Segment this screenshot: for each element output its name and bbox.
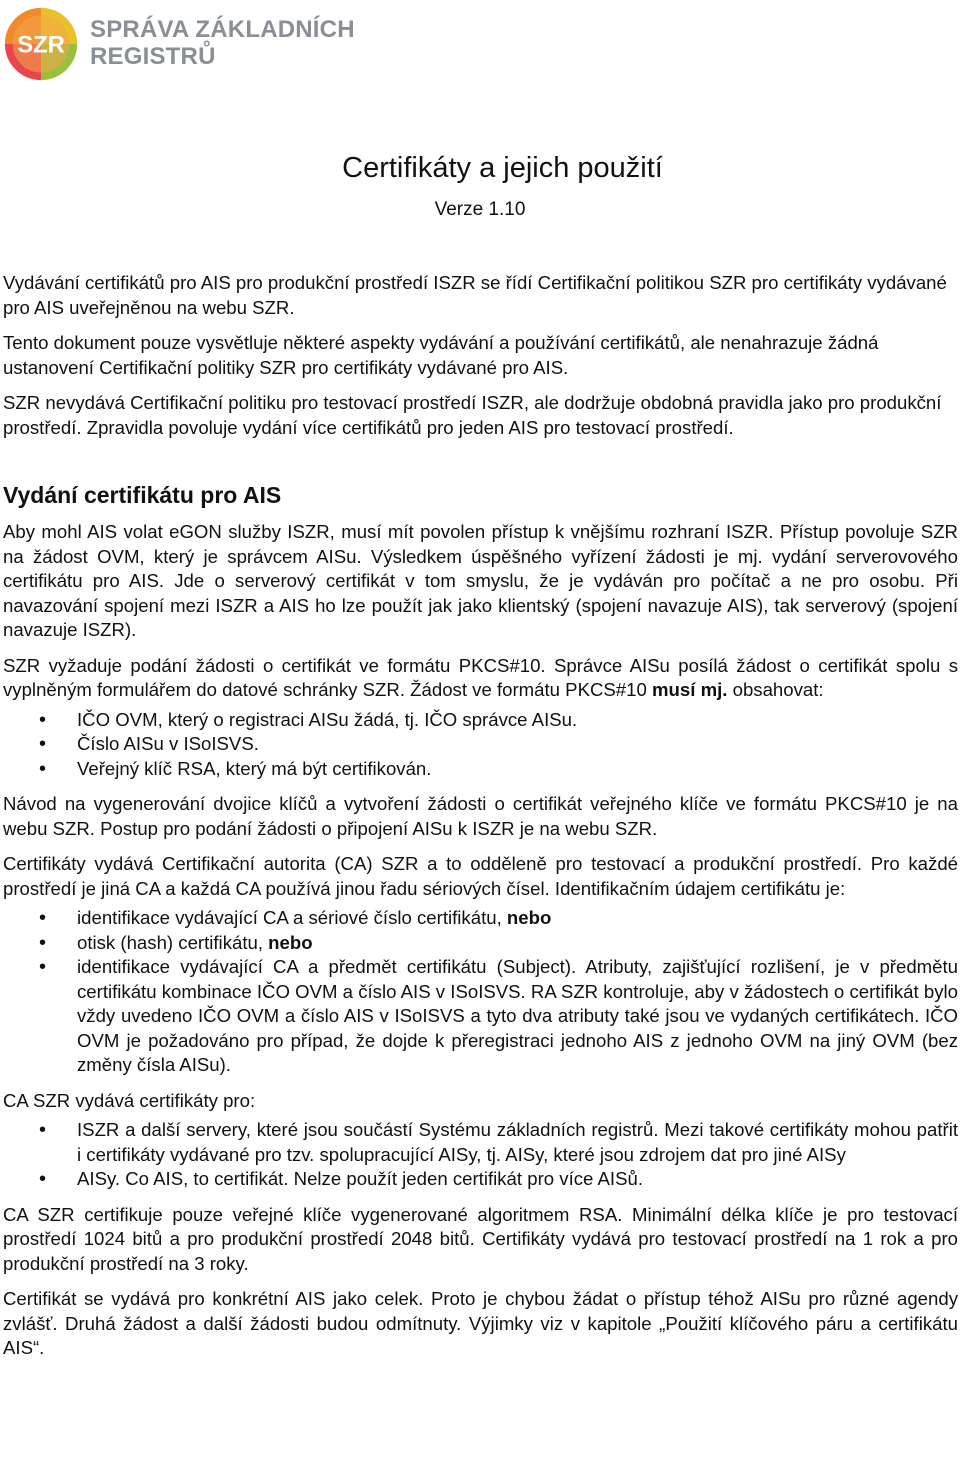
list-item: • otisk (hash) certifikátu, nebo [3, 931, 958, 956]
list-item: • Veřejný klíč RSA, který má být certifikován. [3, 757, 958, 782]
p2-text: SZR vyžaduje podání žádosti o certifikát ve formátu PKCS#10. Správce AISu posílá žádost o certifikát spolu s vyplněným formulářem do datové schránky SZR. Žádost ve formátu PKCS#10 [3, 654, 958, 700]
org-line-2: REGISTRŮ [90, 43, 216, 70]
organization-name [90, 16, 355, 70]
list-item: • Číslo AISu v ISoISVS. [3, 732, 958, 757]
document-title: Certifikáty a jejich použití [342, 152, 663, 184]
p2-end: obsahovat: [727, 679, 824, 700]
section-paragraph-3: Návod na vygenerování dvojice klíčů a vytvoření žádosti o certifikát veřejného klíče ve formátu PKCS#10 je na webu SZR. Postup pro podání žádosti o připojení AISu k ISZR je na webu SZR. [3, 793, 958, 839]
org-line-1: SPRÁVA ZÁKLADNÍCH [90, 16, 355, 43]
logo-text: SZR [17, 31, 65, 59]
required-fields-list [3, 708, 958, 782]
section-paragraph-5: CA SZR vydává certifikáty pro: [3, 1089, 256, 1111]
list-item: • identifikace vydávající CA a sériové číslo certifikátu, nebo [3, 906, 958, 931]
section-paragraph-2 [3, 654, 958, 703]
szr-logo-icon [2, 6, 80, 82]
intro-paragraph-1: Vydávání certifikátů pro AIS pro produkční prostředí ISZR se řídí Certifikační politikou SZR pro certifikáty vydávané pro AIS uveřejněnou na webu SZR. [3, 272, 947, 318]
section-paragraph-6: CA SZR certifikuje pouze veřejné klíče vygenerované algoritmem RSA. Minimální délka klíče je pro testovací prostředí 1024 bitů a pro produkční prostředí 2048 bitů. Certifikáty vydává pro testovací prostředí na 1 rok a pro produkční prostředí na 3 roky. [3, 1203, 958, 1274]
identification-list [3, 906, 958, 1078]
list-item: • identifikace vydávající CA a předmět certifikátu (Subject). Atributy, zajišťující rozlišení, je v předmětu certifikátu kombinace IČO OVM a číslo AIS v ISoISVS. RA SZR kontroluje, aby v žádostech o certifikát bylo vždy uvedeno IČO OVM a číslo AIS v ISoISVS a tyto dva atributy také jsou ve vydaných certifikátech. IČO OVM je požadováno pro případ, že dojde k přeregistraci jednoho AIS z jednoho OVM na jiný OVM (bez změny čísla AISu). [3, 955, 958, 1078]
list-item: • IČO OVM, který o registraci AISu žádá, tj. IČO správce AISu. [3, 708, 958, 733]
ca-issues-list [3, 1118, 958, 1192]
header [0, 0, 960, 84]
section-paragraph-4: Certifikáty vydává Certifikační autorita (CA) SZR a to odděleně pro testovací a produkční prostředí. Pro každé prostředí je jiná CA a každá CA používá jinou řadu sériových čísel. Identifikačním údajem certifikátu je: [3, 853, 958, 899]
section-heading: Vydání certifikátu pro AIS [3, 482, 282, 508]
list-item: • AISy. Co AIS, to certifikát. Nelze použít jeden certifikát pro více AISů. [3, 1167, 958, 1192]
section-paragraph-1: Aby mohl AIS volat eGON služby ISZR, musí mít povolen přístup k vnějšímu rozhraní ISZR. Přístup povoluje SZR na žádost OVM, který je správcem AISu. Výsledkem úspěšného vyřízení žádosti je mj. vydání serverovového certifikátu pro AIS. Jde o serverový certifikát v tom smyslu, že je vydáván pro počítač a ne pro osobu. Při navazování spojení mezi ISZR a AIS ho lze použít jak jako klientský (spojení navazuje AIS), tak serverový (spojení navazuje ISZR). [3, 521, 958, 640]
document-body [3, 271, 958, 1372]
intro-paragraph-2: Tento dokument pouze vysvětluje některé aspekty vydávání a používání certifikátů, ale nenahrazuje žádná ustanovení Certifikační politiky SZR pro certifikáty vydávané pro AIS. [3, 332, 879, 378]
list-item: • ISZR a další servery, které jsou součástí Systému základních registrů. Mezi takové certifikáty mohou patřit i certifikáty vydávané pro tzv. spolupracující AISy, tj. AISy, které jsou zdrojem dat pro jiné AISy [3, 1118, 958, 1167]
section-paragraph-7: Certifikát se vydává pro konkrétní AIS jako celek. Proto je chybou žádat o přístup téhož AISu pro různé agendy zvlášť. Druhá žádost a další žádosti budou odmítnuty. Výjimky viz v kapitole „Použití klíčového páru a certifikátu AIS“. [3, 1288, 958, 1358]
p2-bold: musí mj. [652, 679, 728, 700]
intro-paragraph-3: SZR nevydává Certifikační politiku pro testovací prostředí ISZR, ale dodržuje obdobná pravidla jako pro produkční prostředí. Zpravidla povoluje vydání více certifikátů pro jeden AIS pro testovací prostředí. [3, 392, 942, 438]
document-version: Verze 1.10 [434, 199, 526, 220]
